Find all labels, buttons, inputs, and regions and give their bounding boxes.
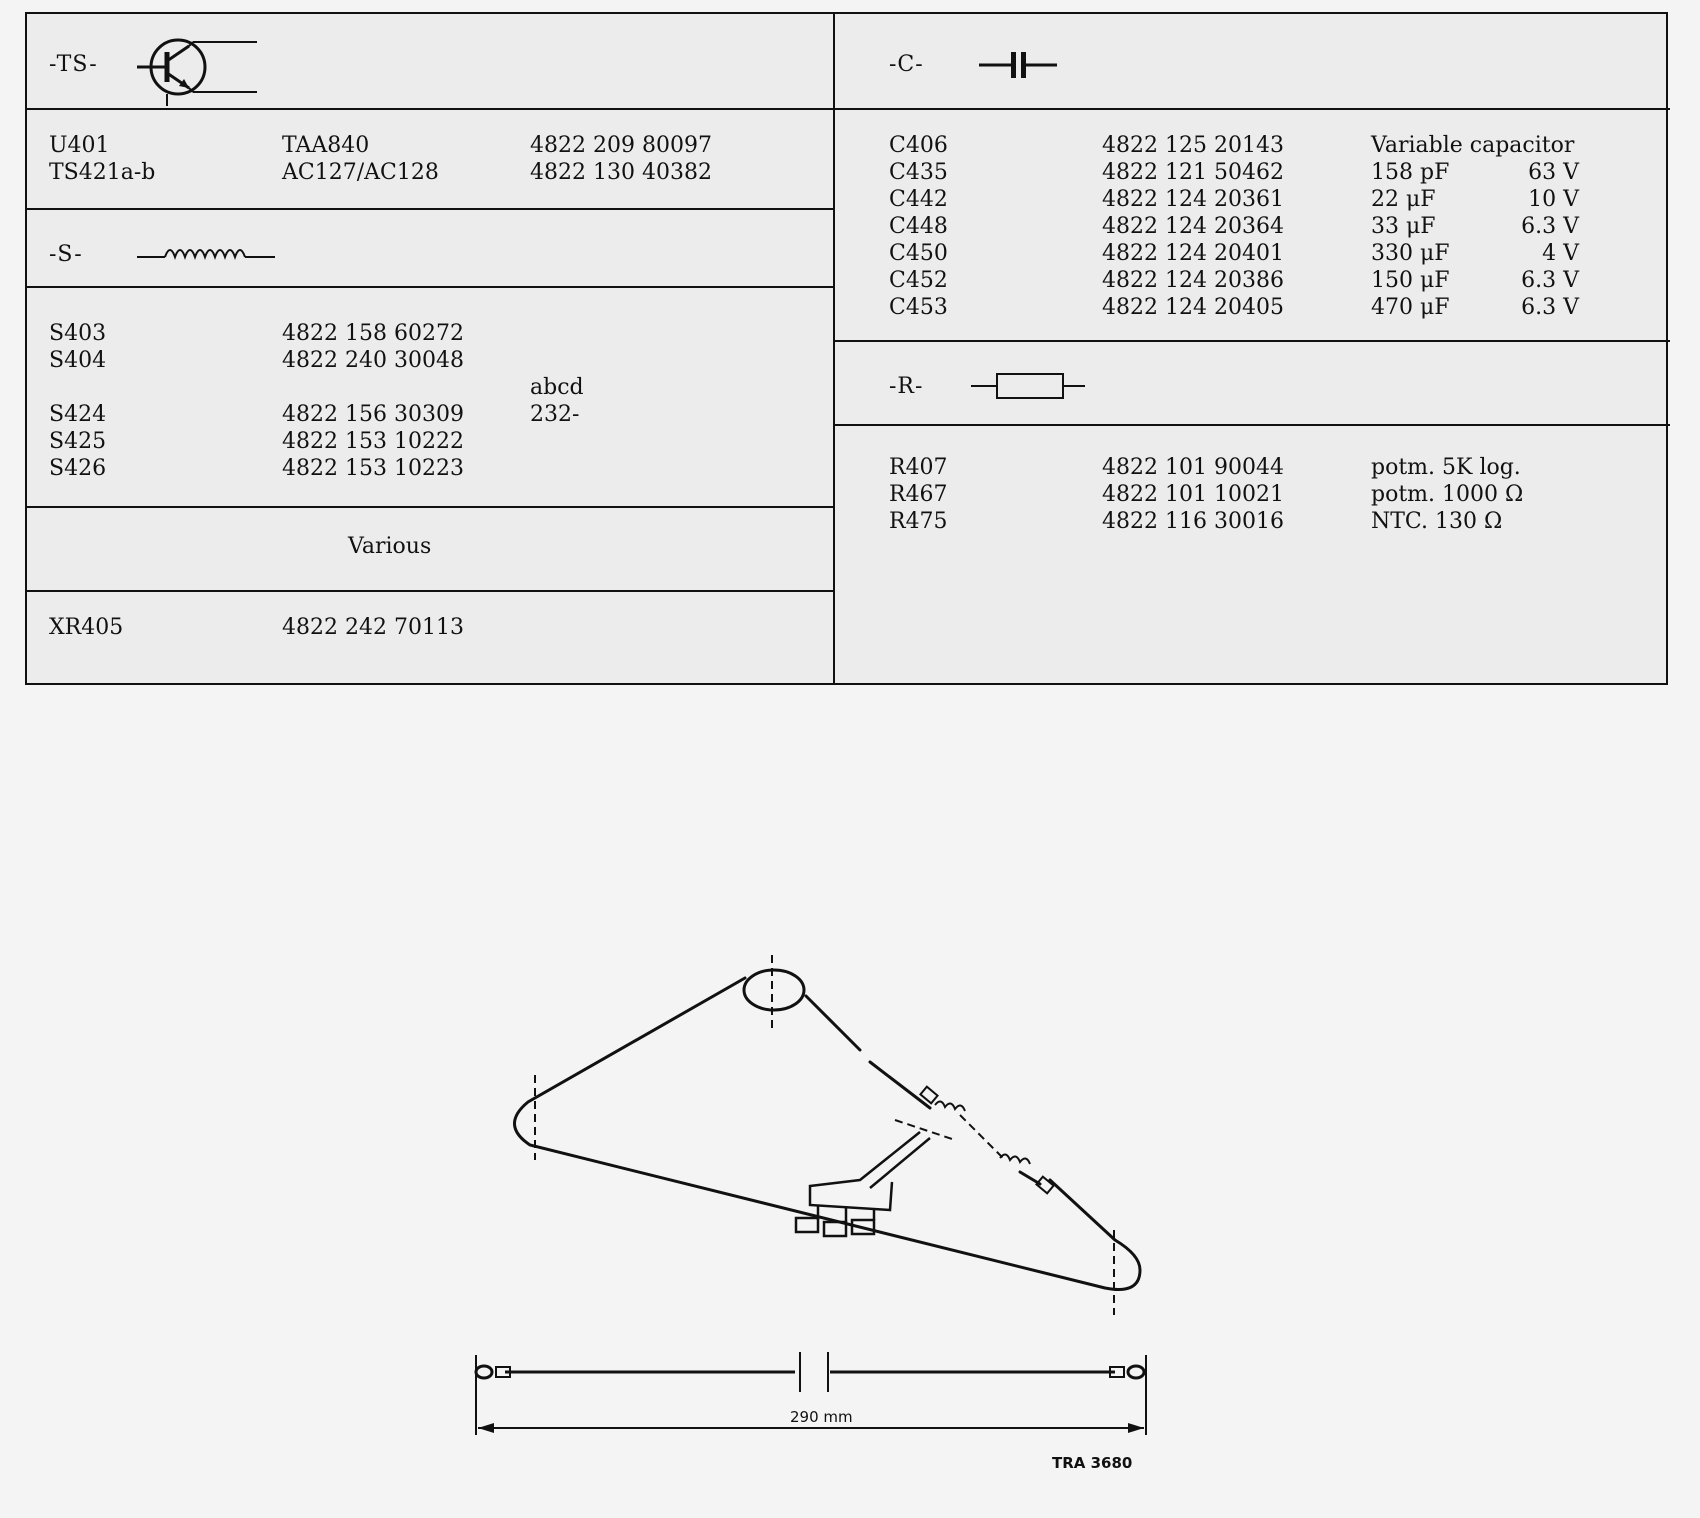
section-label-c: -C- xyxy=(889,52,924,77)
r-row-ref: R467 xyxy=(889,482,948,507)
c-row-voltage: 6.3 V xyxy=(1521,295,1579,320)
c-row-value: 33 μF xyxy=(1371,214,1436,239)
c-row-code: 4822 121 50462 xyxy=(1102,160,1284,185)
c-row-code: 4822 124 20361 xyxy=(1102,187,1284,212)
c-row-code: 4822 124 20401 xyxy=(1102,241,1284,266)
c-row-ref: C442 xyxy=(889,187,948,212)
c-row-ref: C450 xyxy=(889,241,948,266)
c-row-code: 4822 124 20386 xyxy=(1102,268,1284,293)
various-row-code: 4822 242 70113 xyxy=(282,615,464,640)
c-row-voltage: 63 V xyxy=(1528,160,1579,185)
s-row-code: 4822 153 10222 xyxy=(282,429,464,454)
r-row-ref: R475 xyxy=(889,509,948,534)
c-row-value: 150 μF xyxy=(1371,268,1450,293)
r-row-desc: potm. 1000 Ω xyxy=(1371,482,1524,507)
s-row-code: 4822 240 30048 xyxy=(282,348,464,373)
s-note-line-2: 232- xyxy=(530,402,580,427)
section-label-r: -R- xyxy=(889,374,924,399)
s-row-ref: S425 xyxy=(49,429,107,454)
section-label-s: -S- xyxy=(49,242,83,267)
s-row-code: 4822 158 60272 xyxy=(282,321,464,346)
s-note-line-1: abcd xyxy=(530,375,584,400)
s-row-code: 4822 156 30309 xyxy=(282,402,464,427)
s-row-ref: S426 xyxy=(49,456,107,481)
c-row-value: 22 μF xyxy=(1371,187,1436,212)
s-row-ref: S404 xyxy=(49,348,107,373)
c-row-value: Variable capacitor xyxy=(1371,133,1575,158)
c-row-ref: C448 xyxy=(889,214,948,239)
section-label-ts: -TS- xyxy=(49,52,98,77)
c-row-voltage: 4 V xyxy=(1542,241,1579,266)
c-row-voltage: 6.3 V xyxy=(1521,268,1579,293)
r-row-code: 4822 101 10021 xyxy=(1102,482,1284,507)
ts-row-code: 4822 209 80097 xyxy=(530,133,712,158)
r-row-ref: R407 xyxy=(889,455,948,480)
c-row-value: 470 μF xyxy=(1371,295,1450,320)
figure-reference: TRA 3680 xyxy=(1052,1454,1133,1472)
ts-row-ref: U401 xyxy=(49,133,110,158)
r-row-desc: potm. 5K log. xyxy=(1371,455,1521,480)
c-row-ref: C453 xyxy=(889,295,948,320)
c-row-voltage: 10 V xyxy=(1528,187,1579,212)
ts-row-type: AC127/AC128 xyxy=(282,160,439,185)
r-row-code: 4822 101 90044 xyxy=(1102,455,1284,480)
r-row-code: 4822 116 30016 xyxy=(1102,509,1284,534)
c-row-code: 4822 124 20364 xyxy=(1102,214,1284,239)
c-row-ref: C452 xyxy=(889,268,948,293)
c-row-value: 158 pF xyxy=(1371,160,1450,185)
ts-row-code: 4822 130 40382 xyxy=(530,160,712,185)
s-row-code: 4822 153 10223 xyxy=(282,456,464,481)
s-row-ref: S424 xyxy=(49,402,107,427)
various-row-ref: XR405 xyxy=(49,615,124,640)
c-row-ref: C435 xyxy=(889,160,948,185)
c-row-value: 330 μF xyxy=(1371,241,1450,266)
r-row-desc: NTC. 130 Ω xyxy=(1371,509,1503,534)
ts-row-ref: TS421a-b xyxy=(49,160,156,185)
c-row-code: 4822 124 20405 xyxy=(1102,295,1284,320)
ts-row-type: TAA840 xyxy=(282,133,370,158)
c-row-code: 4822 125 20143 xyxy=(1102,133,1284,158)
s-row-ref: S403 xyxy=(49,321,107,346)
c-row-voltage: 6.3 V xyxy=(1521,214,1579,239)
section-label-various: Various xyxy=(348,534,432,559)
dimension-label: 290 mm xyxy=(790,1408,853,1426)
c-row-ref: C406 xyxy=(889,133,948,158)
